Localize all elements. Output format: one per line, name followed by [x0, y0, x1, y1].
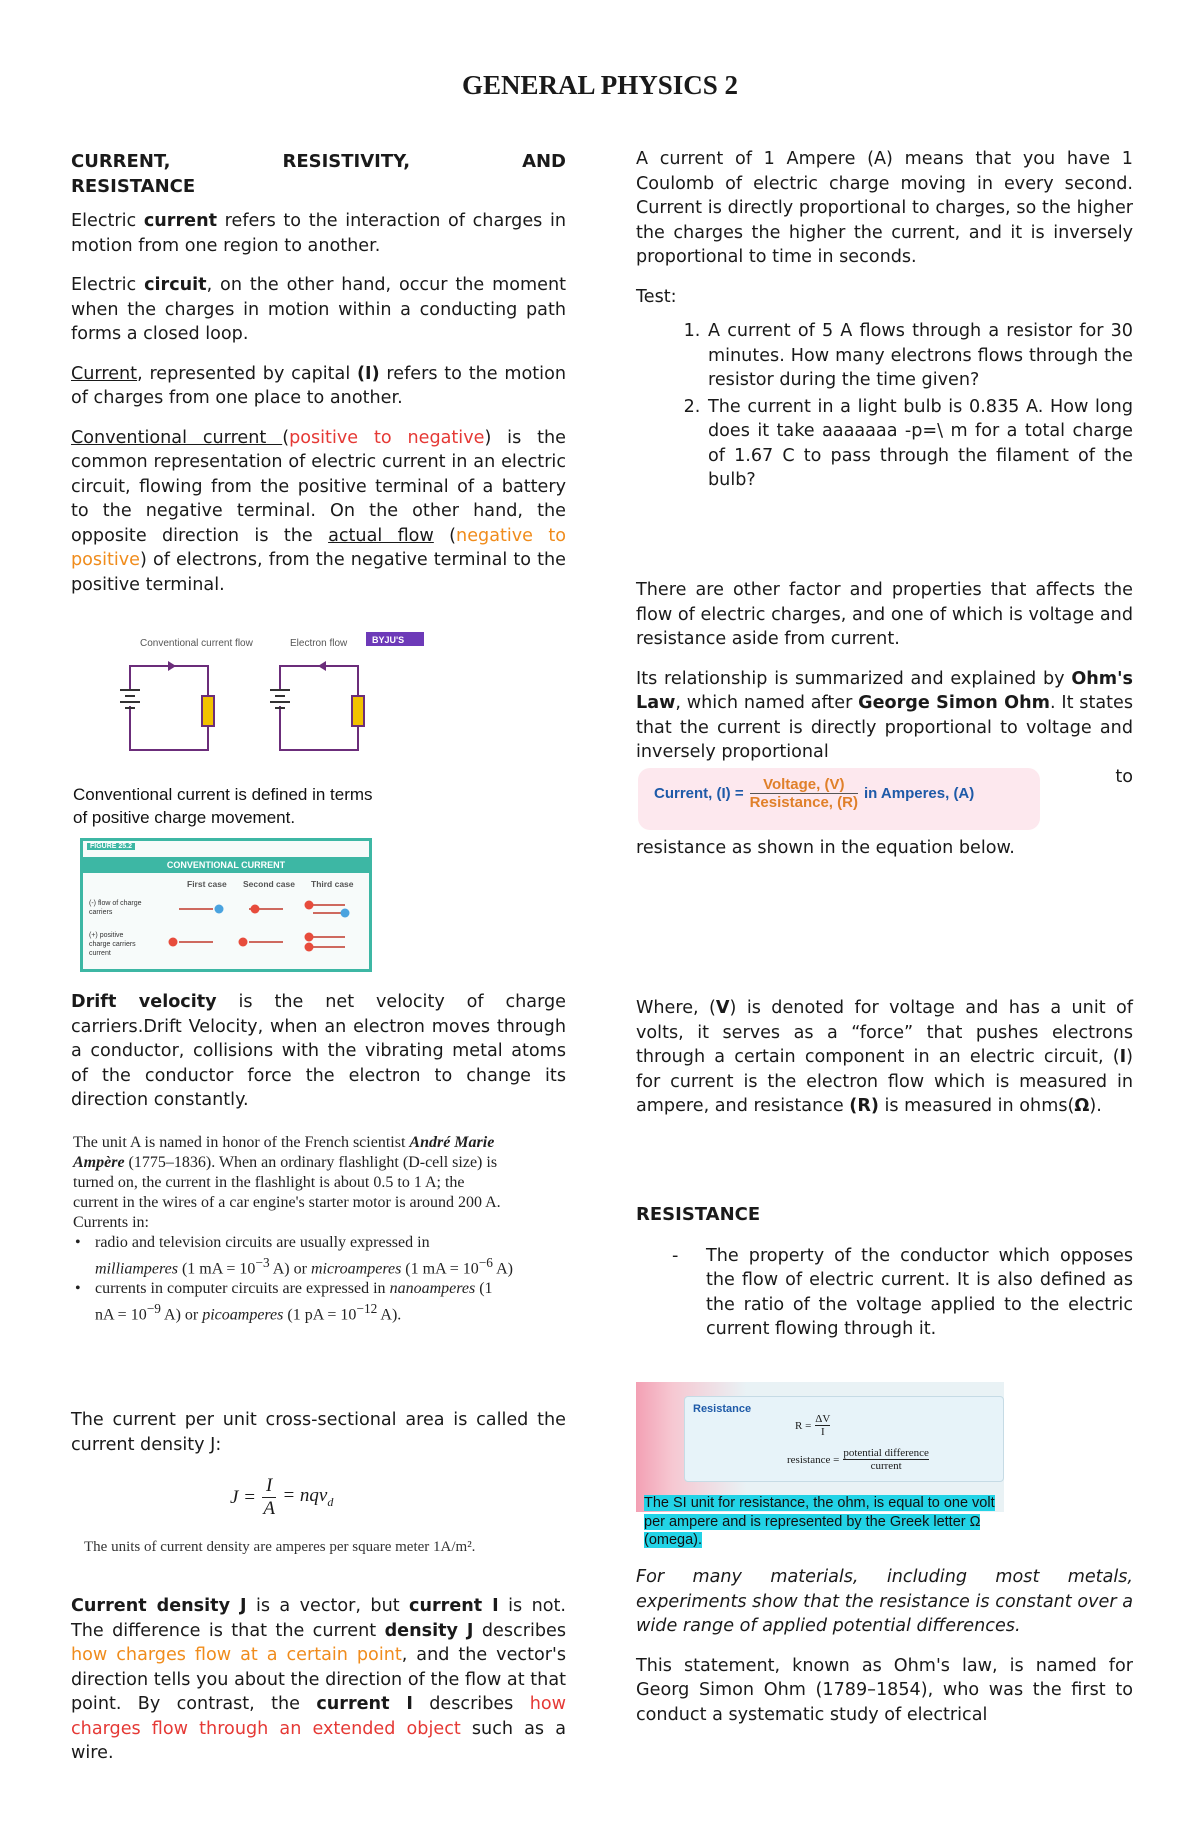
resistance-card-title: Resistance [693, 1403, 752, 1415]
figure-tag: FIGURE 25.2 [87, 843, 135, 850]
right-column [636, 147, 1133, 495]
list-item: 2. The current in a light bulb is 0.835 A. How long does it take aaaaaaa -p=\ m for a total charge of 1.67 C to pass through the filament of the bulb? [706, 395, 1133, 493]
paragraph-electric-current: Electric current refers to the interaction of charges in motion from one region to another. [71, 211, 566, 256]
conventional-current-table [80, 838, 372, 972]
ampere-note-figure [73, 1133, 513, 1326]
heading-word: AND [522, 151, 566, 172]
resistance-caption: The SI unit for resistance, the ohm, is equal to one volt per ampere and is represented by the Greek letter Ω (omega). [644, 1495, 995, 1548]
paragraph-ohms-law-history: This statement, known as Ohm's law, is named for Georg Simon Ohm (1789–1854), who was the first to conduct a systematic study of electrical [636, 1655, 1133, 1725]
resistance-definition-list [636, 1244, 1133, 1342]
paragraph-ohms-law-end: resistance as shown in the equation below. [636, 838, 1015, 858]
row-label: (+) positive charge carriers current [89, 932, 136, 957]
resistor-icon [202, 696, 214, 726]
paragraph-ampere-definition: A current of 1 Ampere (A) means that you have 1 Coulomb of electric charge moving in every second. Current is directly proportional to charges, so the higher the charges the higher the current, and it is inversely proportional to time in seconds. [636, 149, 1133, 267]
current-density-intro [71, 1408, 566, 1457]
conventional-flow-label: Conventional current flow [140, 638, 253, 649]
list-item: • radio and television circuits are usually expressed in milliamperes (1 mA = $10^{-3}$ A) or microamperes (1 mA = $10^{-6}$ A) [73, 1233, 513, 1279]
positive-charge-icon [305, 933, 314, 942]
paragraph-conventional-current: Conventional current (positive to negative) is the common representation of electric current in an electric circuit, flowing from the positive terminal of a battery to the negative terminal. On the other hand, the opposite direction is the actual flow (negative to positive) of electrons, from the negative terminal to the positive terminal. [71, 427, 567, 595]
row-label: (-) flow of charge carriers [89, 900, 142, 916]
section-heading-current [71, 150, 566, 175]
brand-logo-text: BYJU'S [372, 635, 405, 645]
left-column-lower [71, 990, 566, 1128]
heading-word: RESISTIVITY, [282, 151, 411, 172]
electron-icon [215, 905, 224, 914]
charge-arrows-svg [83, 841, 369, 969]
ohms-law-formula: Current, (I) = Voltage, (V) Resistance, (R) in Amperes, (A) [638, 768, 1040, 830]
page-title: GENERAL PHYSICS 2 [461, 70, 739, 100]
electron-icon [341, 909, 350, 918]
arrow-icon [318, 661, 326, 671]
heading-word-resistance: RESISTANCE [71, 175, 196, 197]
paragraph-current-definition: Current, represented by capital (I) refers to the motion of charges from one place to another. [71, 363, 566, 408]
test-label: Test: [636, 286, 677, 307]
positive-charge-icon [251, 905, 260, 914]
electron-circuit [280, 666, 358, 750]
table-title: CONVENTIONAL CURRENT [83, 857, 369, 873]
paragraph-current-density-vector: Current density J is a vector, but current I is not. The difference is that the current density J describes how charges flow at a certain point, and the vector's direction tells you about the direction of the flow at that point. By contrast, the current I describes how charges flow through an extended object such as a wire. [71, 1596, 566, 1763]
arrow-icon [168, 661, 176, 671]
paragraph-ohms-law-to: to [1115, 766, 1133, 787]
electron-flow-label: Electron flow [290, 638, 348, 649]
circuit-diagrams-svg [118, 628, 446, 758]
paragraph-ohms-law: Its relationship is summarized and explained by Ohm's Law, which named after George Simon Ohm. It states that the current is directly proportional to voltage and inversely proportional [636, 668, 1134, 762]
conventional-current-caption: Conventional current is defined in terms of positive charge movement. [73, 785, 373, 827]
column-header: First case [187, 879, 227, 889]
heading-word: CURRENT, [71, 151, 171, 172]
list-item: • currents in computer circuits are expressed in nanoamperes (1 nA = $10^{-9}$ A) or picoamperes (1 pA = $10^{-12}$ A). [73, 1279, 513, 1325]
battery-icon [120, 690, 140, 708]
ampere-note-list [73, 1233, 513, 1326]
paragraph-other-factors: There are other factor and properties that affects the flow of electric charges, and one of which is voltage and resistance aside from current. [636, 580, 1133, 649]
positive-charge-icon [169, 938, 178, 947]
positive-charge-icon [305, 943, 314, 952]
paragraph-drift-velocity: Drift velocity is the net velocity of charge carriers.Drift Velocity, when an electron moves through a conductor, collisions with the vibrating metal atoms of the conductor force the electron to change its direction constantly. [71, 992, 566, 1110]
right-column-bottom [636, 1565, 1133, 1727]
ampere-note-text: The unit A is named in honor of the French scientist André Marie Ampère (1775–1836). When an ordinary flashlight (D-cell size) is turned on, the current in the flashlight is about 0.5 to 1 A; the current in the wires of a car engine's starter motor is around 200 A. [73, 1134, 501, 1211]
ampere-note-subheading: Currents in: [73, 1214, 149, 1231]
positive-charge-icon [239, 938, 248, 947]
section-heading-resistance: RESISTANCE [636, 1204, 761, 1225]
ohms-law-continued [636, 836, 1133, 861]
conventional-circuit [130, 666, 208, 750]
left-column [71, 150, 566, 612]
resistance-formula-figure [636, 1382, 1004, 1512]
current-density-formula: J = I A = nqv$_d$ [230, 1475, 334, 1519]
resistance-formula-card: Resistance R = ΔV I resistance = potential difference current [684, 1396, 1004, 1482]
resistance-section [636, 1203, 1133, 1342]
paragraph-electric-circuit: Electric circuit, on the other hand, occur the moment when the charges in motion within a conducting path forms a closed loop. [71, 275, 566, 344]
list-item: 1. A current of 5 A flows through a resistor for 30 minutes. How many electrons flows through the resistor during the time given? [706, 319, 1133, 393]
right-column-variables [636, 996, 1133, 1119]
battery-icon [270, 690, 290, 708]
left-column-bottom [71, 1594, 566, 1766]
paragraph-current-density-intro: The current per unit cross-sectional area is called the current density J: [71, 1410, 566, 1455]
paragraph-resistance-constant: For many materials, including most metals, experiments show that the resistance is constant over a wide range of applied potential differences. [636, 1567, 1133, 1636]
column-header: Third case [311, 879, 354, 889]
column-header: Second case [243, 879, 295, 889]
test-list [674, 319, 1133, 493]
right-column-middle [636, 578, 1133, 789]
resistor-icon [352, 696, 364, 726]
paragraph-variables: Where, (V) is denoted for voltage and has a unit of volts, it serves as a “force” that pushes electrons through a certain component in an electric circuit, (I) for current is the electron flow which is measured in ampere, and resistance (R) is measured in ohms(Ω). [636, 998, 1133, 1116]
circuit-diagram-figure [118, 628, 446, 758]
positive-charge-icon [305, 901, 314, 910]
list-item: - The property of the conductor which opposes the flow of electric current. It is also defined as the ratio of the voltage applied to the electric current flowing through it. [634, 1244, 1133, 1342]
current-density-units-note: The units of current density are amperes per square meter 1A/m². [84, 1539, 476, 1555]
